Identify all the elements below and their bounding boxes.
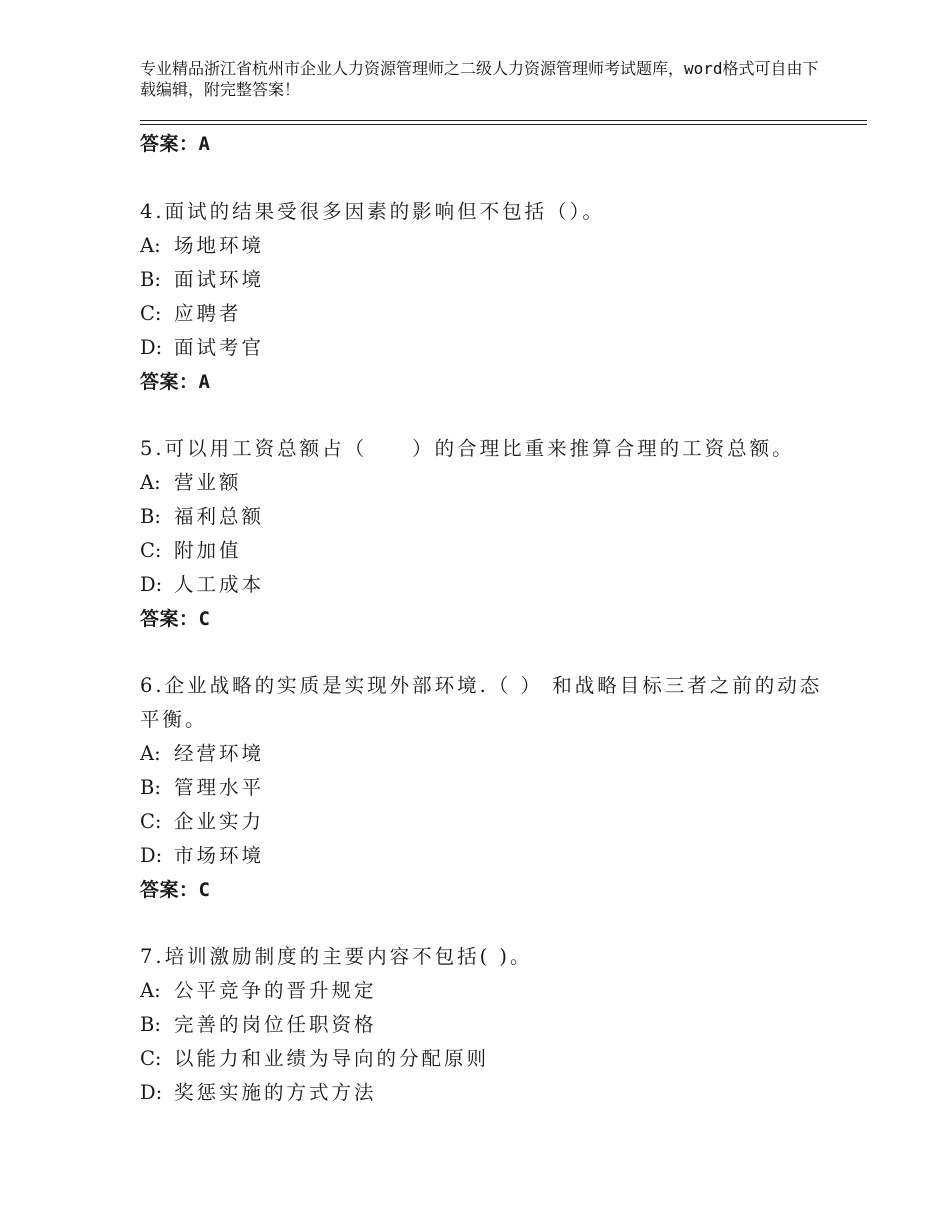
option-a — [140, 737, 830, 771]
option-letter: C: — [140, 810, 162, 833]
option-text: 市场环境 — [174, 844, 265, 867]
option-text: 人工成本 — [174, 573, 265, 596]
document-content — [140, 130, 830, 1143]
option-a — [140, 229, 830, 263]
option-d — [140, 1076, 830, 1110]
option-text: 福利总额 — [174, 505, 265, 528]
option-a — [140, 974, 830, 1008]
option-text: 完善的岗位任职资格 — [174, 1013, 377, 1036]
option-letter: A: — [140, 471, 161, 494]
option-letter: A: — [140, 234, 161, 257]
option-text: 面试考官 — [174, 336, 265, 359]
option-c — [140, 534, 830, 568]
option-d — [140, 568, 830, 602]
option-letter: B: — [140, 505, 161, 528]
option-a — [140, 466, 830, 500]
option-text: 经营环境 — [174, 742, 265, 765]
option-letter: D: — [140, 1081, 163, 1104]
option-text: 场地环境 — [174, 234, 265, 257]
question-4 — [140, 195, 830, 399]
option-letter: A: — [140, 979, 161, 1002]
option-text: 管理水平 — [174, 776, 265, 799]
answer-q4: 答案：A — [140, 371, 211, 393]
option-text: 附加值 — [174, 539, 242, 562]
question-stem: 4.面试的结果受很多因素的影响但不包括（）。 — [140, 200, 605, 223]
question-stem: 7.培训激励制度的主要内容不包括( )。 — [140, 945, 533, 968]
option-letter: D: — [140, 573, 163, 596]
option-c — [140, 297, 830, 331]
question-stem: 5.可以用工资总额占（ ）的合理比重来推算合理的工资总额。 — [140, 437, 795, 460]
option-letter: C: — [140, 539, 162, 562]
answer-q6: 答案：C — [140, 879, 211, 901]
option-text: 公平竞争的晋升规定 — [174, 979, 377, 1002]
answer-q3: 答案：A — [140, 133, 211, 155]
option-letter: D: — [140, 336, 163, 359]
option-letter: B: — [140, 1013, 161, 1036]
option-text: 应聘者 — [174, 302, 242, 325]
option-text: 营业额 — [174, 471, 242, 494]
option-c — [140, 1042, 830, 1076]
option-letter: A: — [140, 742, 161, 765]
option-b — [140, 1008, 830, 1042]
option-b — [140, 500, 830, 534]
option-letter: D: — [140, 844, 163, 867]
question-7 — [140, 940, 830, 1110]
header-double-rule — [140, 120, 867, 125]
option-letter: B: — [140, 268, 161, 291]
option-text: 奖惩实施的方式方法 — [174, 1081, 377, 1104]
answer-q5: 答案：C — [140, 608, 211, 630]
option-letter: C: — [140, 1047, 162, 1070]
option-letter: C: — [140, 302, 162, 325]
option-text: 企业实力 — [174, 810, 265, 833]
question-5 — [140, 432, 830, 636]
option-c — [140, 805, 830, 839]
option-letter: B: — [140, 776, 161, 799]
option-d — [140, 839, 830, 873]
option-text: 面试环境 — [174, 268, 265, 291]
page-header: 专业精品浙江省杭州市企业人力资源管理师之二级人力资源管理师考试题库，word格式可自由下载编辑，附完整答案！ — [140, 59, 819, 99]
question-6 — [140, 669, 830, 907]
option-text: 以能力和业绩为导向的分配原则 — [174, 1047, 490, 1070]
option-b — [140, 771, 830, 805]
option-b — [140, 263, 830, 297]
question-stem: 6.企业战略的实质是实现外部环境.（ ） 和战略目标三者之前的动态平衡。 — [140, 674, 823, 731]
option-d — [140, 331, 830, 365]
